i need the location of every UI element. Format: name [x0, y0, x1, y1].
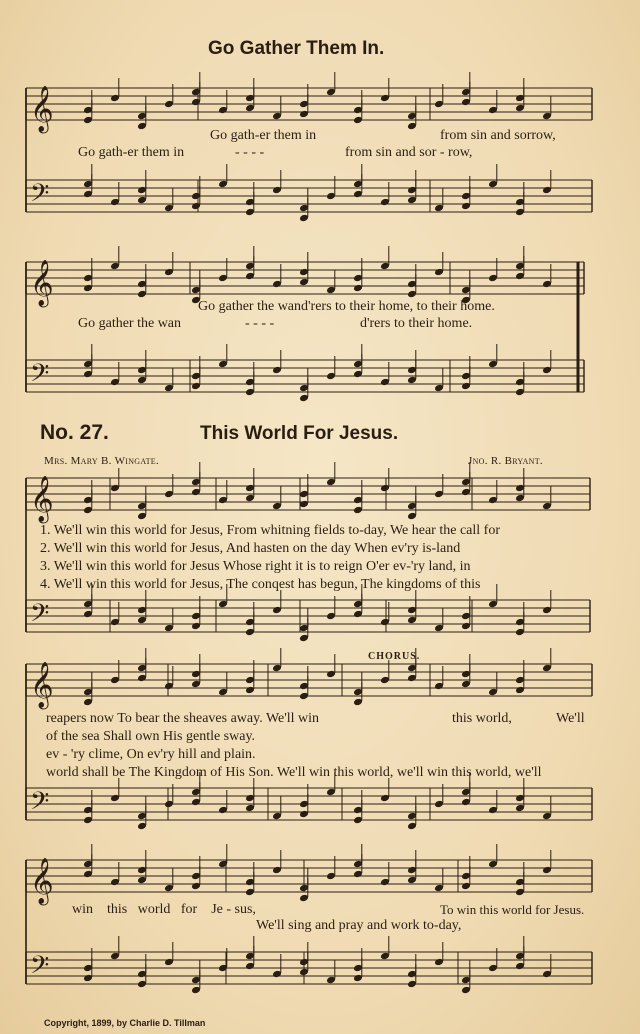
chorus-line-3-upper: win this world for Je - sus,: [72, 902, 256, 917]
hymn1-sys2-lower-dashes: - - - -: [245, 316, 275, 331]
verse-2-line-1: 2. We'll win this world for Jesus, And hasten on the day When ev'ry is-land: [40, 541, 461, 556]
treble-clef-icon: 𝄞: [30, 662, 54, 708]
treble-clef-icon: 𝄞: [30, 858, 54, 904]
chorus-line-3-upper-b: To win this world for Jesus.: [440, 902, 585, 917]
treble-clef-icon: 𝄞: [30, 476, 54, 522]
bass-clef-icon: 𝄢: [30, 787, 50, 822]
bass-clef-icon: 𝄢: [30, 359, 50, 394]
chorus-line-3-lower: We'll sing and pray and work to-day,: [256, 918, 462, 933]
hymn1-sys2-lower-lyric: Go gather the wan: [78, 316, 182, 331]
hymn1-sys1-lower-lyric: Go gath-er them in: [78, 145, 185, 160]
bass-clef-icon: 𝄢: [30, 599, 50, 634]
copyright-notice: Copyright, 1899, by Charlie D. Tillman: [44, 1018, 206, 1028]
bass-clef-icon: 𝄢: [30, 951, 50, 986]
hymn1-sys2-upper-lyric: Go gather the wand'rers to their home, to their home.: [198, 299, 495, 314]
chorus-words-b: We'll: [556, 711, 585, 726]
hymn1-sys1-upper-lyric: Go gath-er them in: [210, 128, 317, 143]
chorus-words-a: this world,: [452, 711, 512, 726]
verse-4-line-1: 4. We'll win this world for Jesus, The conqest has begun, The kingdoms of this: [40, 577, 481, 592]
treble-clef-icon: 𝄞: [30, 260, 54, 306]
hymn1-sys1-lower-lyric-b: from sin and sor - row,: [345, 145, 473, 160]
verse-2-line-2: of the sea Shall own His gentle sway.: [46, 729, 256, 744]
verse-4-line-2: world shall be The Kingdom of His Son. We'll win this world, we'll win this world, we'll: [46, 765, 542, 780]
verse-1-line-2: reapers now To bear the sheaves away. We'll win: [46, 711, 320, 726]
hymn2-music-credit: Jno. R. Bryant.: [468, 455, 543, 467]
verse-3-line-1: 3. We'll win this world for Jesus Whose right it is to reign O'er ev-'ry land, in: [40, 559, 471, 574]
verse-1-line-1: 1. We'll win this world for Jesus, From whitning fields to-day, We hear the call for: [40, 523, 500, 538]
hymn1-sys1-lower-dashes: - - - -: [235, 145, 265, 160]
hymn2-words-credit: Mrs. Mary B. Wingate.: [44, 455, 159, 467]
hymn1-title: Go Gather Them In.: [208, 38, 385, 59]
chorus-label: CHORUS.: [368, 651, 421, 662]
verse-3-line-2: ev - 'ry clime, On ev'ry hill and plain.: [46, 747, 256, 762]
hymn2-title: This World For Jesus.: [200, 423, 399, 444]
bass-clef-icon: 𝄢: [30, 179, 50, 214]
hymn1-sys2-lower-lyric-b: d'rers to their home.: [360, 316, 473, 331]
treble-clef-icon: 𝄞: [30, 86, 54, 132]
hymn1-sys1-upper-lyric-b: from sin and sorrow,: [440, 128, 556, 143]
hymn2-number: No. 27.: [40, 421, 109, 444]
